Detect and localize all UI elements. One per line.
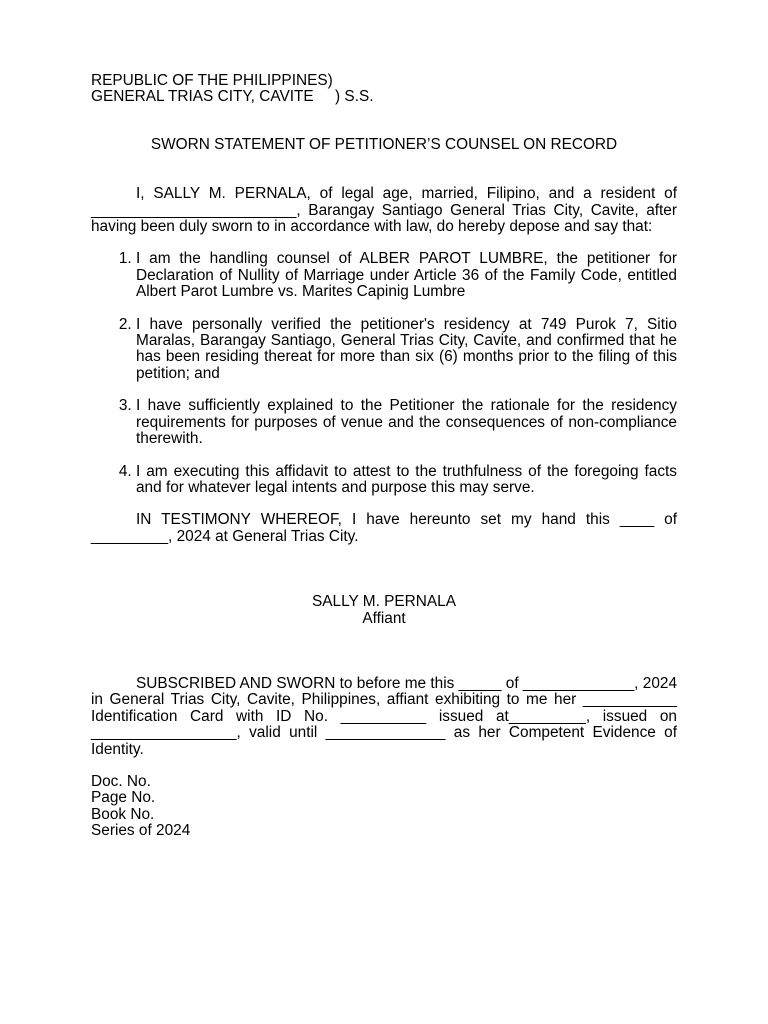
venue-city: GENERAL TRIAS CITY, CAVITE ) S.S.: [91, 88, 374, 106]
intro-paragraph: I, SALLY M. PERNALA, of legal age, married, Filipino, and a resident of ________________________, Barangay Santiago General Trias City, Cavite, after having been duly sworn to in accordance with law, do hereby depose and say that:: [91, 185, 677, 236]
statement-item-3: 3. I have sufficiently explained to the Petitioner the rationale for the residency requirements for purposes of venue and the consequences of non-compliance therewith.: [136, 398, 677, 447]
affiant-name: SALLY M. PERNALA: [312, 593, 456, 611]
page-no: Page No.: [91, 789, 156, 807]
statement-item-4: 4. I am executing this affidavit to attest to the truthfulness of the foregoing facts and for whatever legal intents and purpose this may serve.: [136, 464, 677, 497]
document-title: SWORN STATEMENT OF PETITIONER’S COUNSEL ON RECORD: [150, 135, 618, 153]
statement-item-2: 2. I have personally verified the petitioner's residency at 749 Purok 7, Sitio Maralas, Barangay Santiago, General Trias City, Cavite, and confirmed that he has been residing thereat for more than six (6) months prior to the filing of this petition; and: [136, 317, 677, 383]
statement-list: [91, 251, 677, 496]
statement-item-1: 1. I am the handling counsel of ALBER PAROT LUMBRE, the petitioner for Declaration of Nullity of Marriage under Article 36 of the Family Code, entitled Albert Parot Lumbre vs. Marites Capinig Lumbre: [136, 251, 677, 300]
testimony-paragraph: IN TESTIMONY WHEREOF, I have hereunto set my hand this ____ of _________, 2024 at General Trias City.: [91, 511, 677, 545]
series-year: Series of 2024: [91, 822, 191, 840]
doc-no: Doc. No.: [91, 772, 151, 790]
jurat-paragraph: SUBSCRIBED AND SWORN to before me this _____ of _____________, 2024 in General Trias City, Cavite, Philippines, affiant exhibiting to me her ___________ Identification Card with ID No. __________ issued at_________, issued on _________________, valid until ______________ as her Competent Evidence of Identity.: [91, 674, 677, 758]
venue-block: [91, 73, 677, 106]
notarial-register: [91, 774, 677, 840]
venue-republic: REPUBLIC OF THE PHILIPPINES): [91, 72, 333, 89]
document-page: [91, 73, 677, 840]
affiant-role: Affiant: [362, 609, 406, 627]
book-no: Book No.: [91, 805, 155, 823]
signature-block: [91, 594, 677, 627]
